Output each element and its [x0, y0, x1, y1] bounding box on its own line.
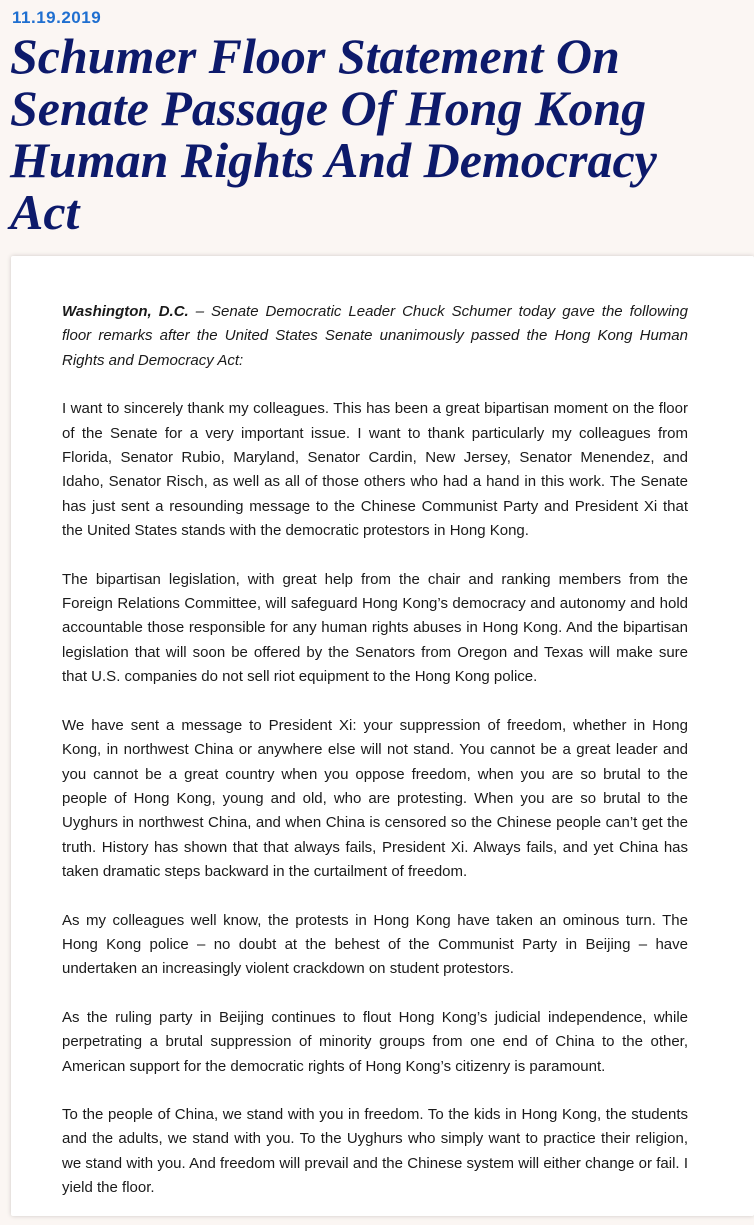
article-content [62, 300, 688, 1225]
press-release-date: 11.19.2019 [12, 8, 102, 27]
body-paragraph: The bipartisan legislation, with great help from the chair and ranking members from the Foreign Relations Committee, will safeguard Hong Kong’s democracy and autonomy and hold accountable those responsible for any human rights abuses in Hong Kong. And the bipartisan legislation that will soon be offered by the Senators from Oregon and Texas will make sure that U.S. companies do not sell riot equipment to the Hong Kong police. [62, 570, 688, 686]
body-paragraph: As the ruling party in Beijing continues to flout Hong Kong’s judicial independence, while perpetrating a brutal suppression of minority groups from one end of China to the other, American support for the democratic rights of Hong Kong’s citizenry is paramount. [62, 1008, 688, 1075]
body-paragraph: We have sent a message to President Xi: your suppression of freedom, whether in Hong Kong, in northwest China or anywhere else will not stand. You cannot be a great leader and you cannot be a great country when you oppose freedom, when you are so brutal to the people of Hong Kong, young and old, who are protesting. When you are so brutal to the Uyghurs in northwest China, and when China is censored so the Chinese people can’t get the truth. History has shown that that always fails, President Xi. Always fails, and yet China has taken dramatic steps backward in the curtailment of freedom. [62, 716, 688, 881]
body-paragraph: To the people of China, we stand with you in freedom. To the kids in Hong Kong, the students and the adults, we stand with you. To the Uyghurs who simply want to practice their religion, we stand with you. And freedom will prevail and the Chinese system will either change or fail. I yield the floor. [62, 1105, 688, 1197]
lead-text: – Senate Democratic Leader Chuck Schumer today gave the following floor remarks after the United States Senate unanimously passed the Hong Kong Human Rights and Democracy Act: [62, 303, 688, 369]
article-body-card [11, 256, 754, 1216]
lead-paragraph [62, 300, 688, 373]
body-paragraph: I want to sincerely thank my colleagues. This has been a great bipartisan moment on the floor of the Senate for a very important issue. I want to thank particularly my colleagues from Florida, Senator Rubio, Maryland, Senator Cardin, New Jersey, Senator Menendez, and Idaho, Senator Risch, as well as all of those others who had a hand in this work. The Senate has just sent a resounding message to the Chinese Communist Party and President Xi that the United States stands with the democratic protestors in Hong Kong. [62, 400, 688, 540]
dateline: Washington, D.C. [62, 303, 189, 320]
body-paragraph: As my colleagues well know, the protests in Hong Kong have taken an ominous turn. The Hong Kong police – no doubt at the behest of the Communist Party in Beijing – have undertaken an increasingly violent crackdown on student protestors. [62, 911, 688, 978]
page-title: Schumer Floor Statement On Senate Passage Of Hong Kong Human Rights And Democracy Act [10, 28, 657, 240]
